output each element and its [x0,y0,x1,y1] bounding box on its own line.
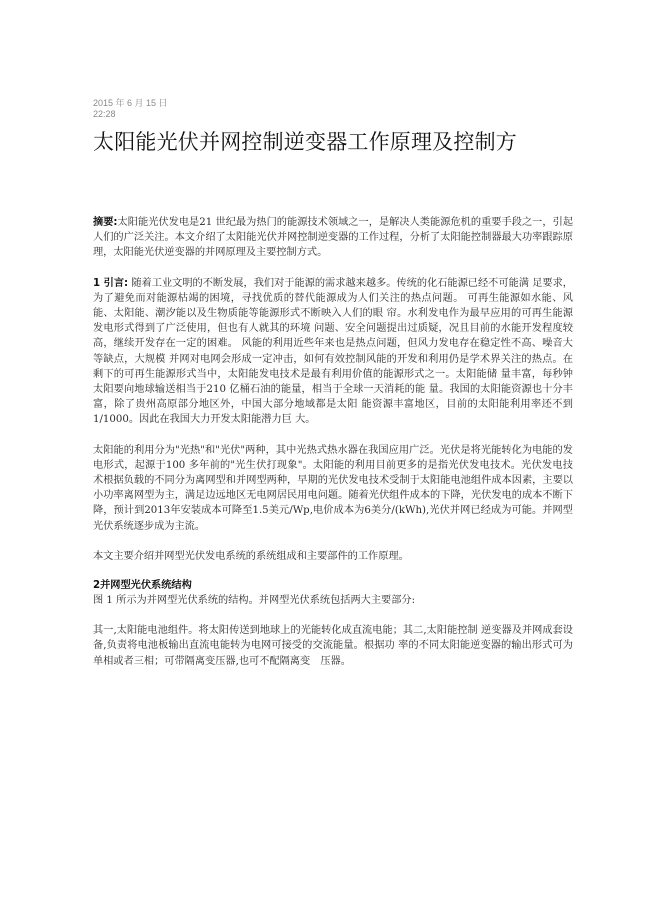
photovoltaic-paragraph: 太阳能的利用分为"光热"和"光伏"两种，其中光热式热水器在我国应用广泛。光伏是将光能转化为电能的发电形式，起源于100 多年前的"光生伏打现象"。太阳能的利用目前更多的是指光伏发电技术。光伏发电技术根据负载的不同分为离网型和并网型两种，早期的光伏发电技术受制于太阳能电池组件成本因素，主要以小功率离网型为主，满足边远地区无电网居民用电问题。随着光伏组件成本的下降，光伏发电的成本不断下降，预计到2013年安装成本可降至1.5美元/Wp,电价成本为6美分/(kWh),光伏并网已经成为可能。并网型 光伏系统逐步成为主流。 [93,444,573,532]
document-page [93,98,573,669]
abstract-text: 太阳能光伏发电是21 世纪最为热门的能源技术领域之一，是解决人类能源危机的重要手段之一，引起人们的广泛关注。本文介绍了太阳能光伏并网控制逆变器的工作过程，分析了太阳能控制器最大功率跟踪原理，太阳能光伏逆变器的并网原理及主要控制方式。 [93,217,574,259]
publish-date: 2015 年 6 月 15 日 [93,98,168,108]
components-paragraph: 其一,太阳能电池组件。将太阳传送到地球上的光能转化成直流电能；其二,太阳能控制 逆变器及并网成套设备,负责将电池板输出直流电能转为电网可接受的交流能量。根据功 率的不同太阳能逆变器的输出形式可为单相或者三相；可带隔离变压器,也可不配隔离变 压器。 [93,625,573,667]
intro-paragraph [93,276,573,428]
publish-time: 22:28 [93,109,116,119]
article-title: 太阳能光伏并网控制逆变器工作原理及控制方 [93,130,517,154]
intro-label: 1 引言: [93,277,129,289]
abstract-paragraph [93,215,573,261]
abstract-label: 摘要: [93,217,118,228]
section-intro-paragraph: 图 1 所示为并网型光伏系统的结构。并网型光伏系统包括两大主要部分: [93,595,416,607]
section-heading: 2并网型光伏系统结构 [93,580,192,592]
scope-paragraph: 本文主要介绍并网型光伏发电系统的系统组成和主要部件的工作原理。 [93,550,409,562]
intro-text: 随着工业文明的不断发展，我们对于能源的需求越来越多。传统的化石能源已经不可能满 足要求，为了避免而对能源枯竭的困境，寻找优质的替代能源成为人们关注的热点问题。 可再生能源如水能、风能、太阳能、潮汐能以及生物质能等能源形式不断映入人们的眼 帘。水利发电作为最早应用的可再生能源发电形式得到了广泛使用，但也有人就其的环境 问题、安全问题提出过质疑，况且目前的水能开发程度较高，继续开发存在一定的困难。 风能的利用近些年来也是热点问题，但风力发电存在稳定性不高、噪音大等缺点，大规模 并网对电网会形成一定冲击，如何有效控制风能的开发和利用仍是学术界关注的热点。在 剩下的可再生能源形式当中，太阳能发电技术是最有利用价值的能源形式之一。太阳能储 量丰富，每秒钟太阳要向地球输送相当于210 亿桶石油的能量，相当于全球一天消耗的能 量。我国的太阳能资源也十分丰富，除了贵州高原部分地区外，中国大部分地域都是太阳 能资源丰富地区，目前的太阳能利用率还不到1/1000。因此在我国大力开发太阳能潜力巨 大。 [93,277,573,426]
